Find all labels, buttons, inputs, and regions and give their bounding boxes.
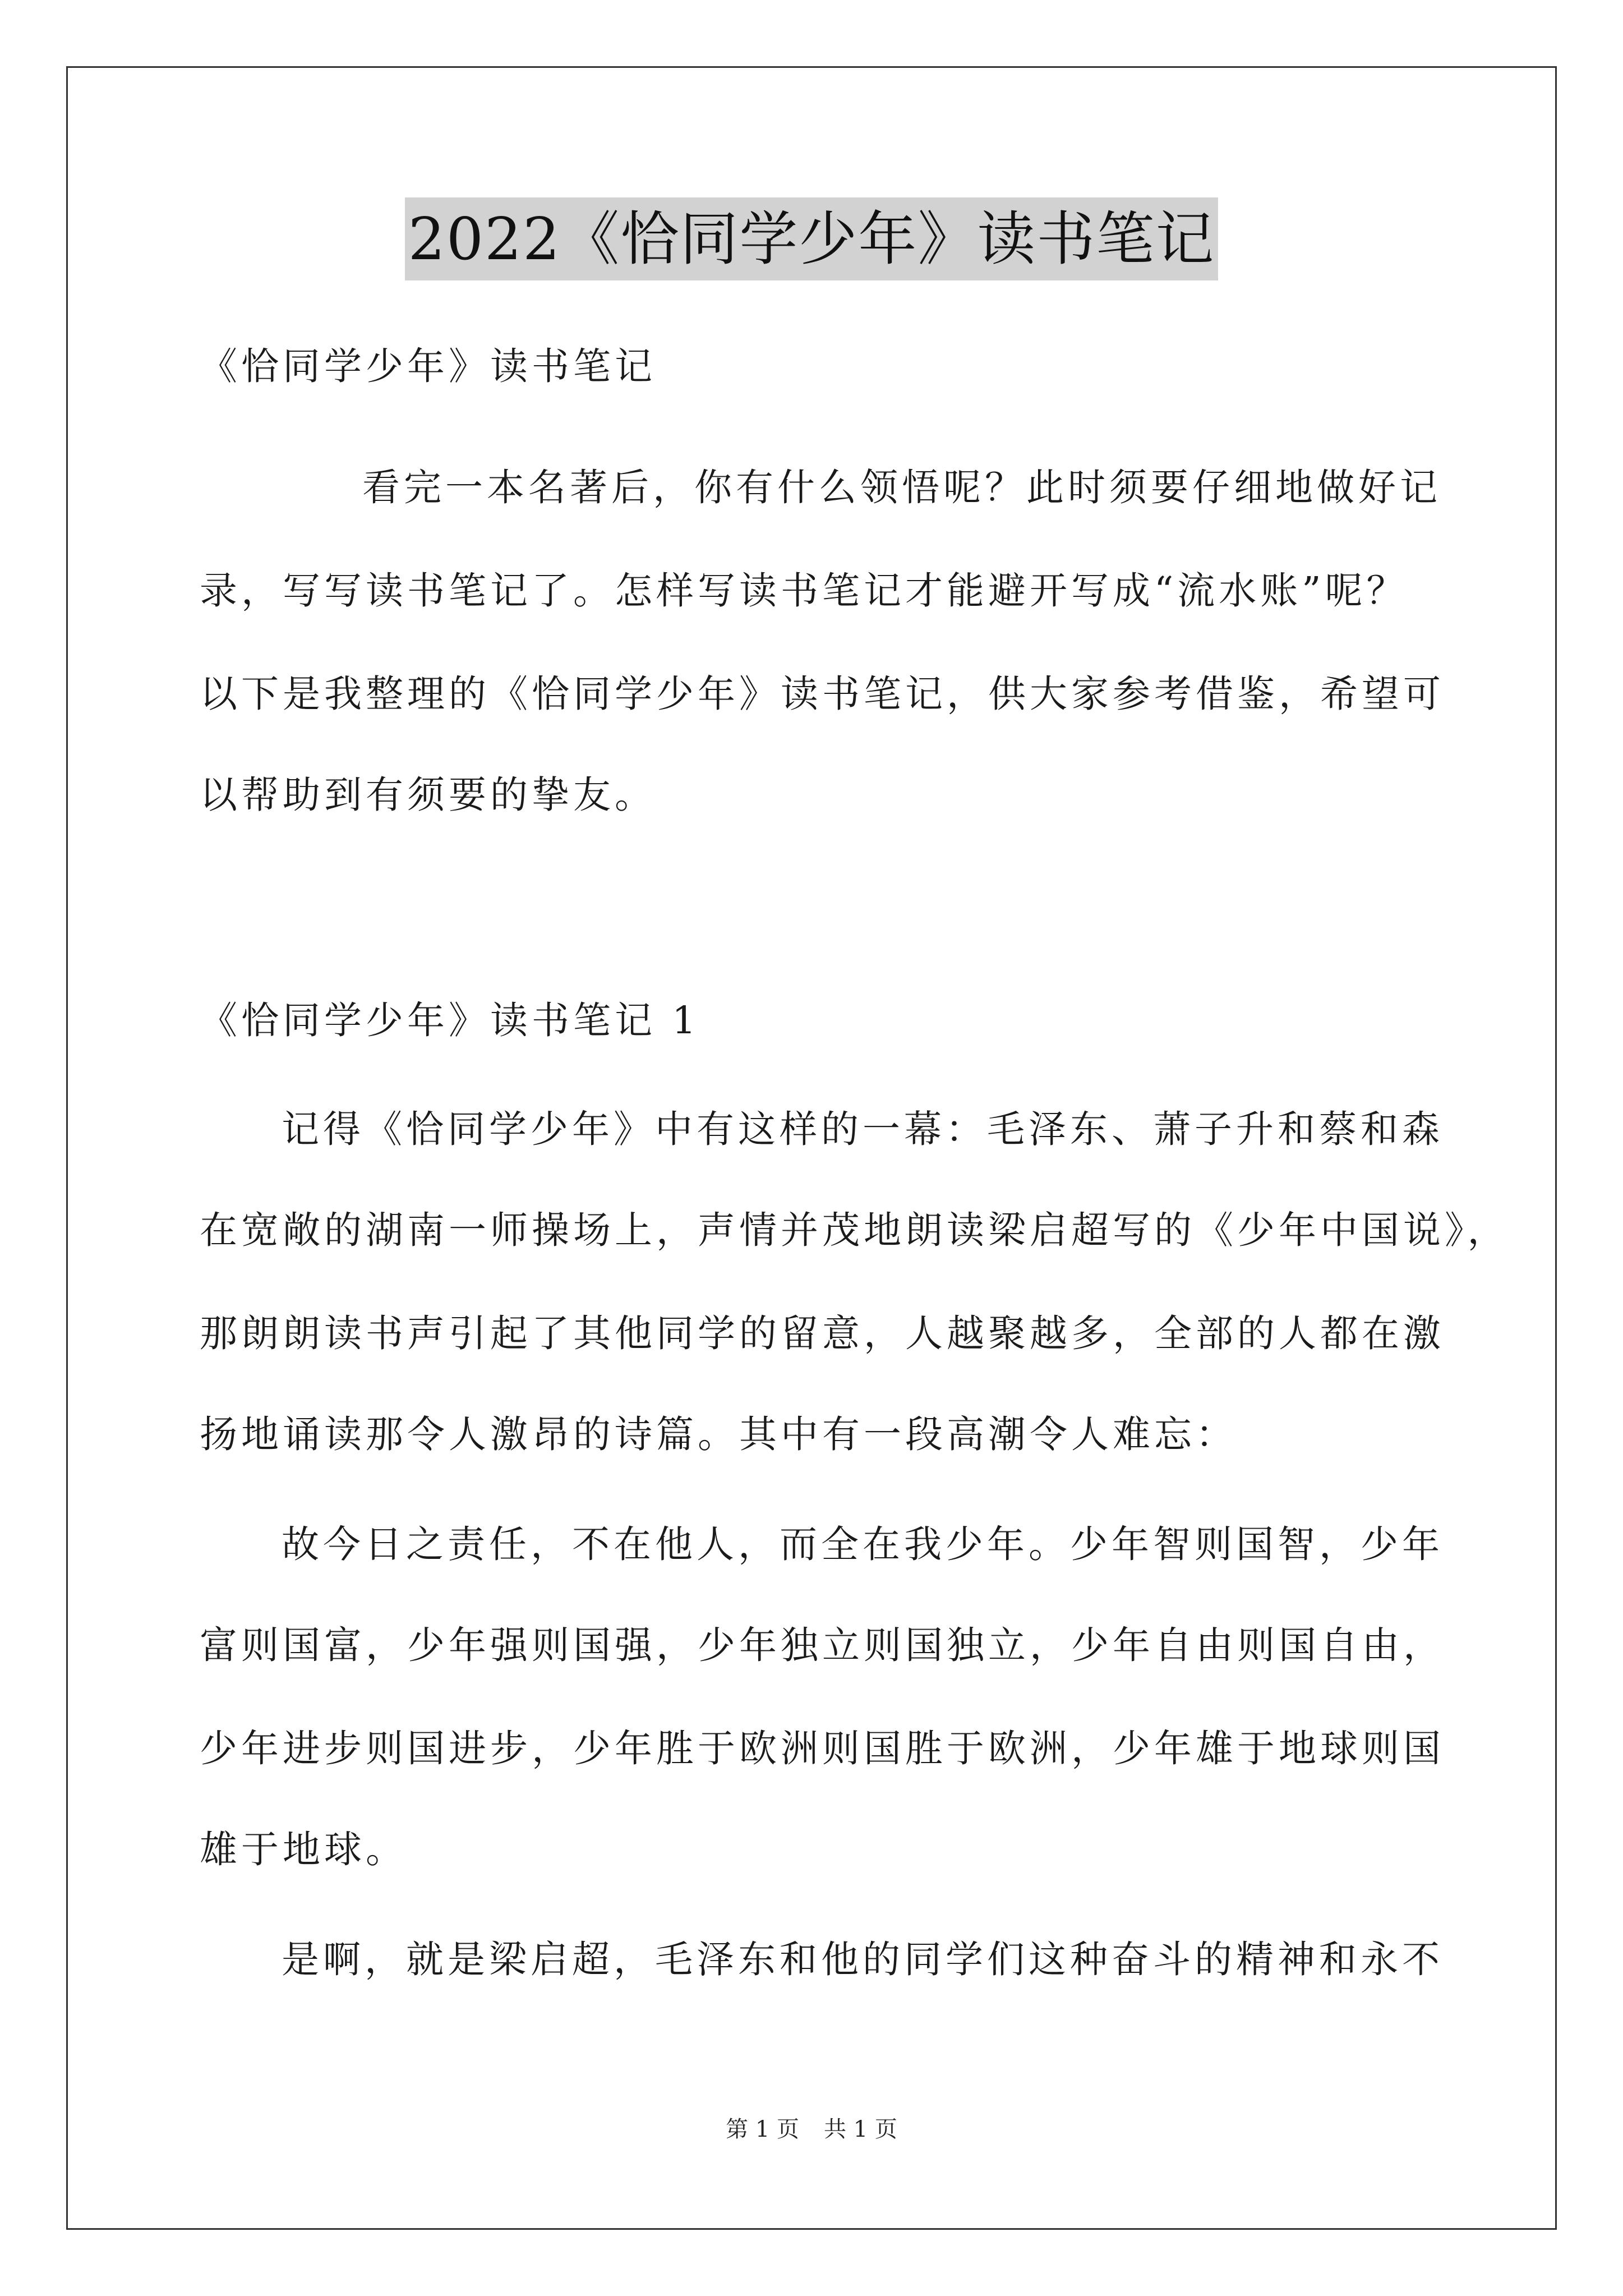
intro-line-4: 以帮助到有须要的挚友。 [200,773,656,817]
para1-line-1: 记得《恰同学少年》中有这样的一幕：毛泽东、萧子升和蔡和森 [282,1107,1444,1151]
section-heading: 《恰同学少年》读书笔记 1 [200,999,700,1042]
intro-line-3: 以下是我整理的《恰同学少年》读书笔记，供大家参考借鉴，希望可 [200,672,1445,716]
para2-line-1: 故今日之责任，不在他人，而全在我少年。少年智则国智，少年 [282,1522,1444,1566]
document-title: 2022《恰同学少年》读书笔记 [405,197,1219,280]
document-heading: 《恰同学少年》读书笔记 [200,344,656,388]
page-footer [0,2114,1623,2145]
para2-line-3: 少年进步则国进步，少年胜于欧洲则国胜于欧洲，少年雄于地球则国 [200,1727,1445,1770]
para2-line-2: 富则国富，少年强则国强，少年独立则国独立，少年自由则国自由， [200,1623,1445,1667]
para1-line-4: 扬地诵读那令人激昂的诗篇。其中有一段高潮令人难忘： [200,1412,1237,1456]
page-number-current: 第 1 页 [726,2116,799,2142]
para3-line-1: 是啊，就是梁启超，毛泽东和他的同学们这种奋斗的精神和永不 [282,1938,1444,1981]
para1-line-2: 在宽敞的湖南一师操场上，声情并茂地朗读梁启超写的《少年中国说》， [200,1208,1509,1252]
para1-line-3: 那朗朗读书声引起了其他同学的留意，人越聚越多，全部的人都在激 [200,1312,1445,1355]
intro-line-1: 看完一本名著后，你有什么领悟呢？此时须要仔细地做好记 [362,466,1441,509]
page-number-total: 共 1 页 [824,2116,897,2142]
title-wrap [0,197,1623,280]
para2-line-4: 雄于地球。 [200,1828,407,1871]
intro-line-2: 录，写写读书笔记了。怎样写读书笔记才能避开写成“流水账”呢？ [200,569,1408,613]
